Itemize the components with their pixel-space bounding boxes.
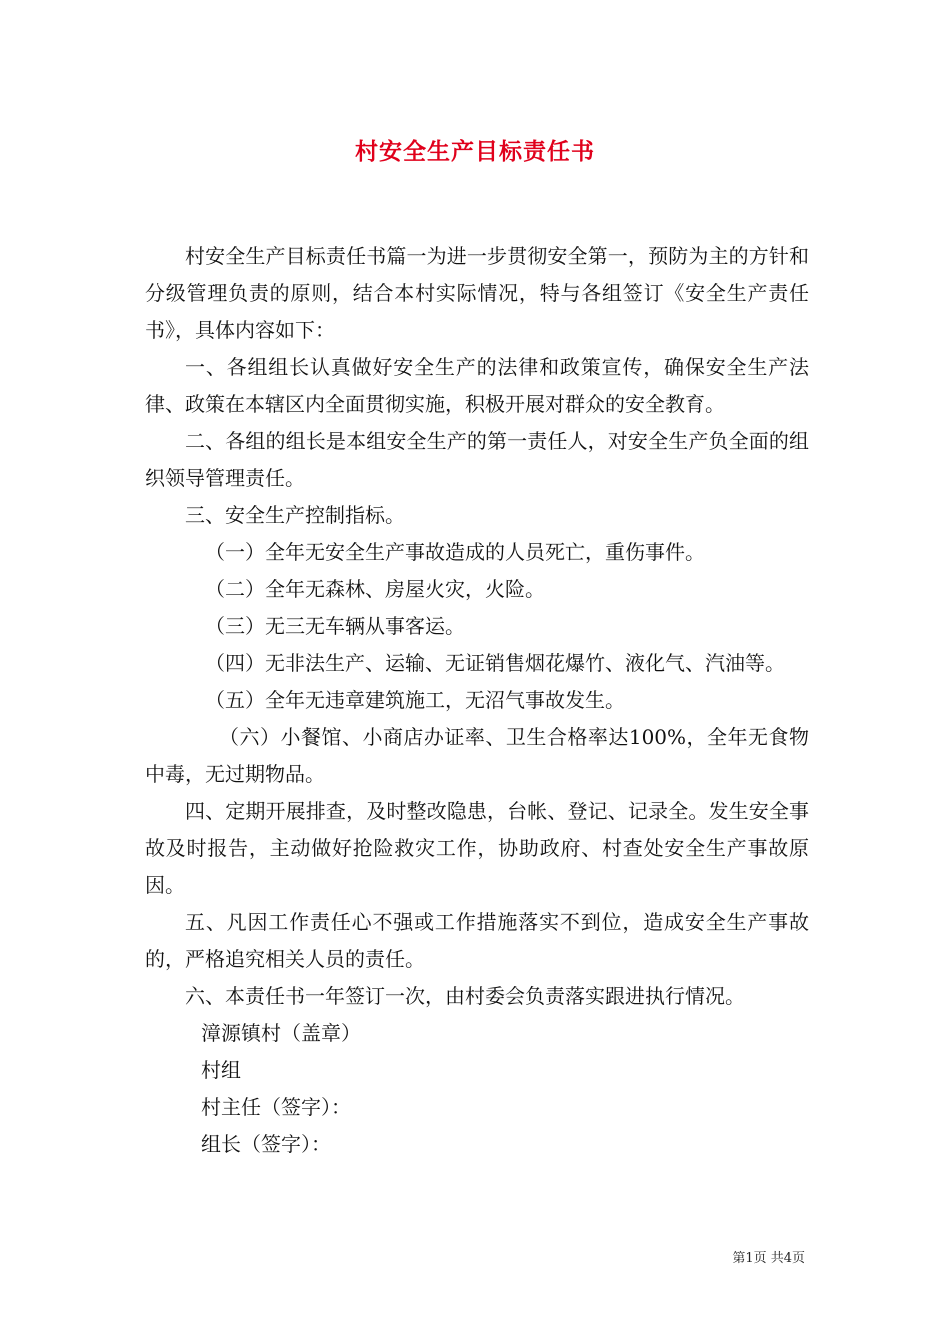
indicator-5: （五）全年无违章建筑施工，无沼气事故发生。 [205,688,625,712]
clause-4: 四、定期开展排查，及时整改隐患，台帐、登记、记录全。发生安全事故及时报告，主动做好抢险救灾工作，协助政府、村查处安全生产事故原因。 [145,799,809,897]
clause-3: 三、安全生产控制指标。 [185,503,405,527]
clause-6: 六、本责任书一年签订一次，由村委会负责落实跟进执行情况。 [185,984,745,1008]
signature-group-leader: 组长（签字）： [201,1132,331,1156]
clause-2: 二、各组的组长是本组安全生产的第一责任人，对安全生产负全面的组织领导管理责任。 [145,429,809,490]
indicator-3: （三）无三无车辆从事客运。 [205,614,465,638]
clause-5: 五、凡因工作责任心不强或工作措施落实不到位，造成安全生产事故的，严格追究相关人员的责任。 [145,910,809,971]
clause-1: 一、各组组长认真做好安全生产的法律和政策宣传，确保安全生产法律、政策在本辖区内全面贯彻实施，积极开展对群众的安全教育。 [145,355,809,416]
document-body [145,238,809,1163]
signature-village-director: 村主任（签字）： [201,1095,351,1119]
indicator-6: （六）小餐馆、小商店办证率、卫生合格率达100%，全年无食物中毒，无过期物品。 [145,725,809,786]
indicator-1: （一）全年无安全生产事故造成的人员死亡，重伤事件。 [205,540,705,564]
document-title: 村安全生产目标责任书 [355,138,595,165]
signature-seal: 漳源镇村（盖章） [201,1021,361,1045]
signature-village-group: 村组 [201,1058,241,1082]
page-number: 第1页 共4页 [732,1251,805,1266]
intro-paragraph: 村安全生产目标责任书篇一为进一步贯彻安全第一，预防为主的方针和分级管理负责的原则，结合本村实际情况，特与各组签订《安全生产责任书》，具体内容如下： [145,244,809,342]
indicator-4: （四）无非法生产、运输、无证销售烟花爆竹、液化气、汽油等。 [205,651,785,675]
indicator-2: （二）全年无森林、房屋火灾，火险。 [205,577,545,601]
